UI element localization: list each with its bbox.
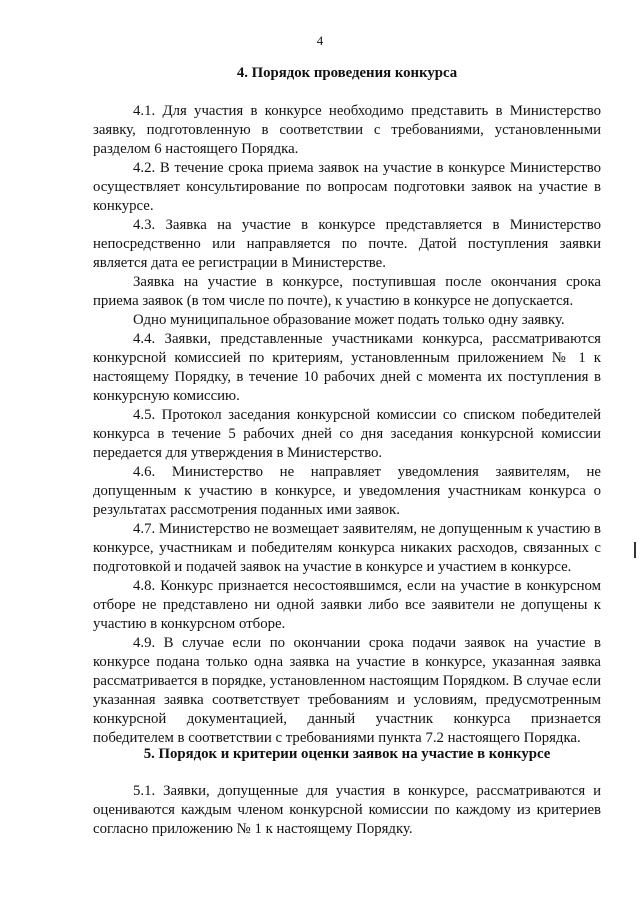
paragraph-4-2: 4.2. В течение срока приема заявок на участие в конкурсе Министерство осуществляет консультирование по вопросам подготовки заявок на участие в конкурсе. <box>93 160 601 214</box>
paragraph-4-7: 4.7. Министерство не возмещает заявителям, не допущенным к участию в конкурсе, участникам и победителям конкурса никаких расходов, связанных с подготовкой и подачей заявок на участие в конкурсе и участием в конкурсе. <box>93 521 601 575</box>
section-5-body <box>93 782 601 839</box>
paragraph-4-9: 4.9. В случае если по окончании срока подачи заявок на участие в конкурсе подана только одна заявка на участие в конкурсе, указанная заявка рассматривается в порядке, установленном настоящим Порядком. В случае если указанная заявка соответствует требованиям и условиям, предусмотренным конкурсной документацией, данный участник конкурса признается победителем в соответствии с требованиями пункта 7.2 настоящего Порядка. <box>93 635 601 746</box>
paragraph-4-3: 4.3. Заявка на участие в конкурсе представляется в Министерство непосредственно или направляется по почте. Датой поступления заявки является дата ее регистрации в Министерстве. <box>93 217 601 271</box>
section-5-heading: 5. Порядок и критерии оценки заявок на участие в конкурсе <box>143 746 551 762</box>
paragraph-4-3-single-application: Одно муниципальное образование может подать только одну заявку. <box>133 312 565 328</box>
page-number: 4 <box>316 33 324 48</box>
section-4-heading: 4. Порядок проведения конкурса <box>236 65 458 81</box>
paragraph-4-6: 4.6. Министерство не направляет уведомления заявителям, не допущенным к участию в конкурсе, и уведомления участникам конкурса о результатах рассмотрения поданных ими заявок. <box>93 464 601 518</box>
paragraph-4-1: 4.1. Для участия в конкурсе необходимо представить в Министерство заявку, подготовленную в соответствии с требованиями, установленными разделом 6 настоящего Порядка. <box>93 103 601 157</box>
paragraph-5-1: 5.1. Заявки, допущенные для участия в конкурсе, рассматриваются и оцениваются каждым членом конкурсной комиссии по каждому из критериев согласно приложению № 1 к настоящему Порядку. <box>93 783 601 837</box>
paragraph-4-5: 4.5. Протокол заседания конкурсной комиссии со списком победителей конкурса в течение 5 рабочих дней со дня заседания конкурсной комиссии передается для утверждения в Министерство. <box>93 407 601 461</box>
scan-margin-mark <box>634 542 636 558</box>
section-4-body <box>93 102 601 748</box>
paragraph-4-8: 4.8. Конкурс признается несостоявшимся, если на участие в конкурсном отборе не представлено ни одной заявки либо все заявители не допущены к участию в конкурсном отборе. <box>93 578 601 632</box>
paragraph-4-3-late-submission: Заявка на участие в конкурсе, поступившая после окончания срока приема заявок (в том числе по почте), к участию в конкурсе не допускается. <box>93 274 601 309</box>
paragraph-4-4: 4.4. Заявки, представленные участниками конкурса, рассматриваются конкурсной комиссией по критериям, установленным приложением № 1 к настоящему Порядку, в течение 10 рабочих дней с момента их поступления в конкурсную комиссию. <box>93 331 601 404</box>
